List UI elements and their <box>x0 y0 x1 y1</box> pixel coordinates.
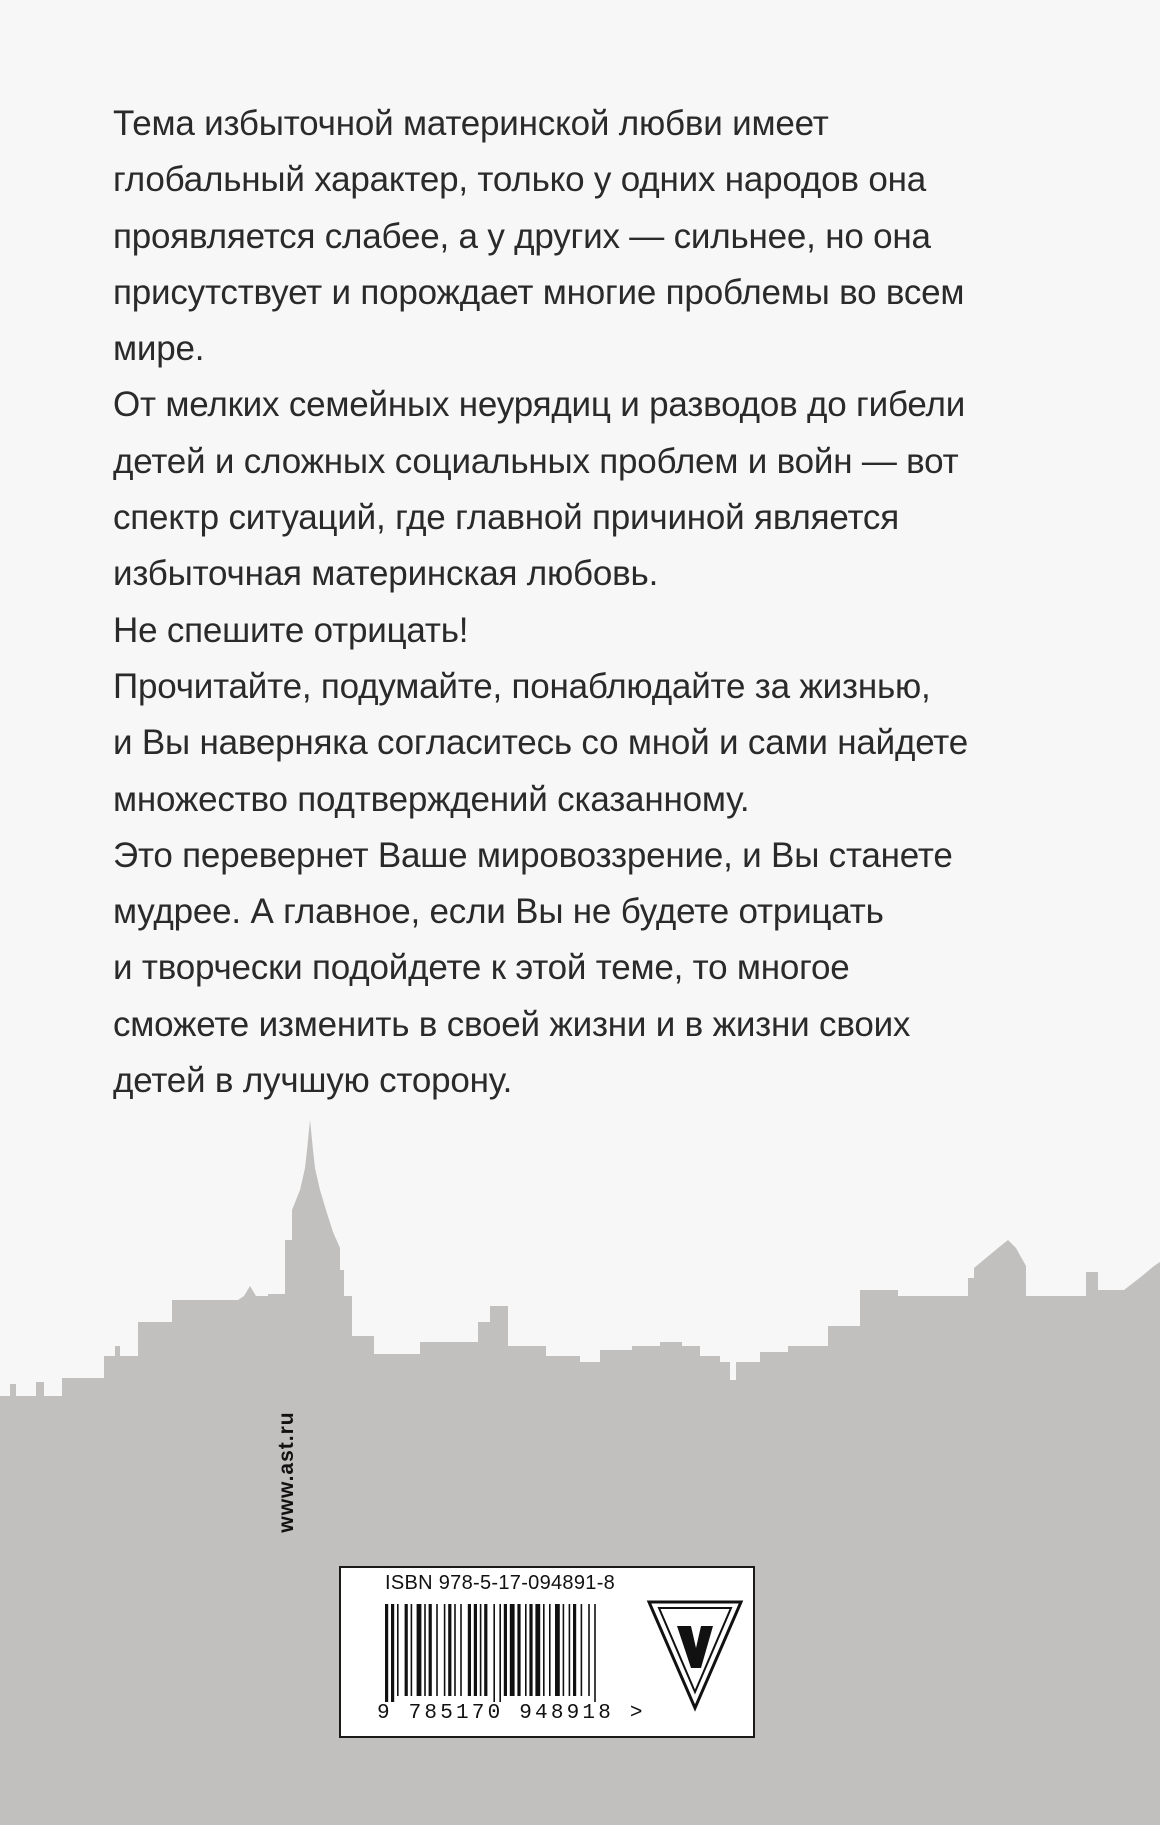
barcode-bar <box>581 1604 583 1696</box>
barcode-bar <box>424 1604 426 1696</box>
text-line: мире. <box>113 329 205 369</box>
annotation-paragraph <box>113 603 1013 659</box>
barcode-bar <box>573 1604 576 1696</box>
barcode-bar <box>535 1604 540 1696</box>
barcode-bar <box>474 1604 477 1696</box>
barcode-bar <box>504 1604 507 1696</box>
text-line: глобальный характер, только у одних народов она <box>113 160 926 200</box>
text-line: избыточная материнская любовь. <box>113 554 659 594</box>
barcode-bar <box>417 1604 422 1696</box>
text-line: детей и сложных социальных проблем и войн — вот <box>113 441 959 481</box>
barcode-bar <box>436 1604 438 1696</box>
text-line: Прочитайте, подумайте, понаблюдайте за жизнью, <box>113 666 931 706</box>
text-line: сможете изменить в своей жизни и в жизни своих <box>113 1004 911 1044</box>
isbn-number: ISBN 978-5-17-094891-8 <box>385 1572 616 1594</box>
barcode-bar <box>525 1604 527 1696</box>
barcode-bar <box>460 1604 462 1696</box>
barcode-bar <box>563 1604 565 1696</box>
text-line: Тема избыточной материнской любви имеет <box>113 104 829 143</box>
v-triangle-logo-icon <box>645 1596 745 1714</box>
text-line: мудрее. А главное, если Вы не будете отрицать <box>113 892 884 932</box>
barcode-bar <box>569 1604 571 1696</box>
text-line: Не спешите отрицать! <box>113 610 469 650</box>
barcode-bar <box>454 1604 456 1696</box>
barcode-bar <box>391 1604 394 1702</box>
text-line: проявляется слабее, а у других — сильнее, но она <box>113 216 931 256</box>
barcode-bar <box>405 1604 408 1696</box>
text-line: множество подтверждений сказанному. <box>113 779 750 819</box>
barcode-bar <box>543 1604 545 1696</box>
barcode-bar <box>411 1604 413 1696</box>
barcode-bar <box>468 1604 471 1696</box>
barcode-bar <box>517 1604 520 1696</box>
text-line: детей в лучшую сторону. <box>113 1061 513 1101</box>
barcode-bars <box>381 1604 621 1702</box>
barcode-bar <box>493 1604 495 1702</box>
publisher-website: www.ast.ru <box>275 1411 298 1533</box>
barcode-bar <box>397 1604 399 1696</box>
ean-digits: 9 785170 948918 > <box>377 1702 646 1725</box>
text-line: От мелких семейных неурядиц и разводов до гибели <box>113 385 966 425</box>
barcode-bar <box>549 1604 551 1696</box>
barcode-bar <box>444 1604 446 1696</box>
text-line: и Вы наверняка согласитесь со мной и сами найдете <box>113 723 968 763</box>
book-annotation <box>113 96 1013 1109</box>
text-line: Это перевернет Ваше мировоззрение, и Вы станете <box>113 835 953 875</box>
barcode-bar <box>484 1604 487 1696</box>
annotation-paragraph <box>113 96 1013 377</box>
barcode-bar <box>429 1604 432 1696</box>
text-line: спектр ситуаций, где главной причиной является <box>113 498 899 538</box>
barcode-bar <box>499 1604 501 1702</box>
barcode-bar <box>588 1604 590 1696</box>
text-line: присутствует и порождает многие проблемы во всем <box>113 272 965 312</box>
annotation-paragraph <box>113 377 1013 602</box>
barcode-bar <box>480 1604 482 1696</box>
barcode-bar <box>448 1604 451 1696</box>
barcode-bar <box>555 1604 560 1696</box>
annotation-paragraph <box>113 659 1013 828</box>
annotation-paragraph <box>113 828 1013 1109</box>
barcode-bar <box>510 1604 515 1696</box>
barcode-bar <box>594 1604 596 1702</box>
isbn-barcode-block <box>275 1411 755 1738</box>
barcode-bar <box>385 1604 388 1702</box>
barcode-bar <box>529 1604 532 1696</box>
text-line: и творчески подойдете к этой теме, то многое <box>113 948 850 988</box>
